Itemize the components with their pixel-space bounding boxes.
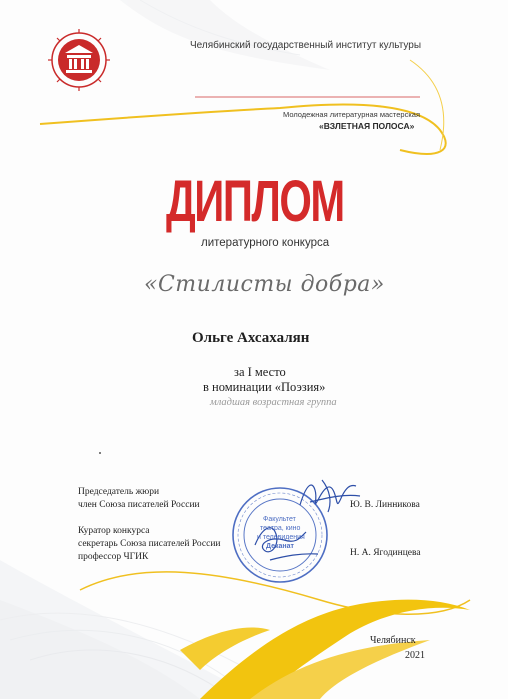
workshop-title: «ВЗЛЕТНАЯ ПОЛОСА»	[319, 121, 415, 131]
feather-texture	[0, 560, 260, 699]
feather-texture-top	[120, 0, 330, 70]
workshop-name: Молодежная литературная мастерская	[283, 110, 421, 119]
contest-name: «Стилисты добра»	[144, 272, 385, 297]
stamp-line-4: Деканат	[266, 543, 294, 550]
year: 2021	[405, 650, 425, 661]
age-group: младшая возрастная группа	[210, 397, 337, 408]
recipient-name: Ольге Ахсахалян	[192, 330, 310, 346]
curator-position: профессор ЧГИК	[78, 552, 149, 562]
curator-membership: секретарь Союза писателей России	[78, 539, 221, 549]
curator-title: Куратор конкурса	[78, 526, 150, 536]
stamp-line-3: и телевидения	[257, 534, 305, 541]
institute-logo	[48, 29, 110, 91]
curator-name: Н. А. Ягодинцева	[350, 548, 421, 558]
contest-subtitle: литературного конкурса	[201, 237, 330, 249]
diploma-title: ДИПЛОМ	[166, 169, 344, 234]
chair-title: Председатель жюри	[78, 487, 160, 497]
award-nomination: в номинации «Поэзия»	[203, 380, 326, 394]
stamp-line-1: Факультет	[263, 516, 296, 523]
award-place: за I место	[234, 365, 286, 379]
city: Челябинск	[370, 635, 416, 646]
stamp-line-2: театра, кино	[260, 525, 301, 532]
institution-name: Челябинский государственный институт культуры	[190, 40, 422, 51]
chair-name: Ю. В. Линникова	[350, 500, 420, 510]
chair-membership: член Союза писателей России	[78, 500, 200, 510]
